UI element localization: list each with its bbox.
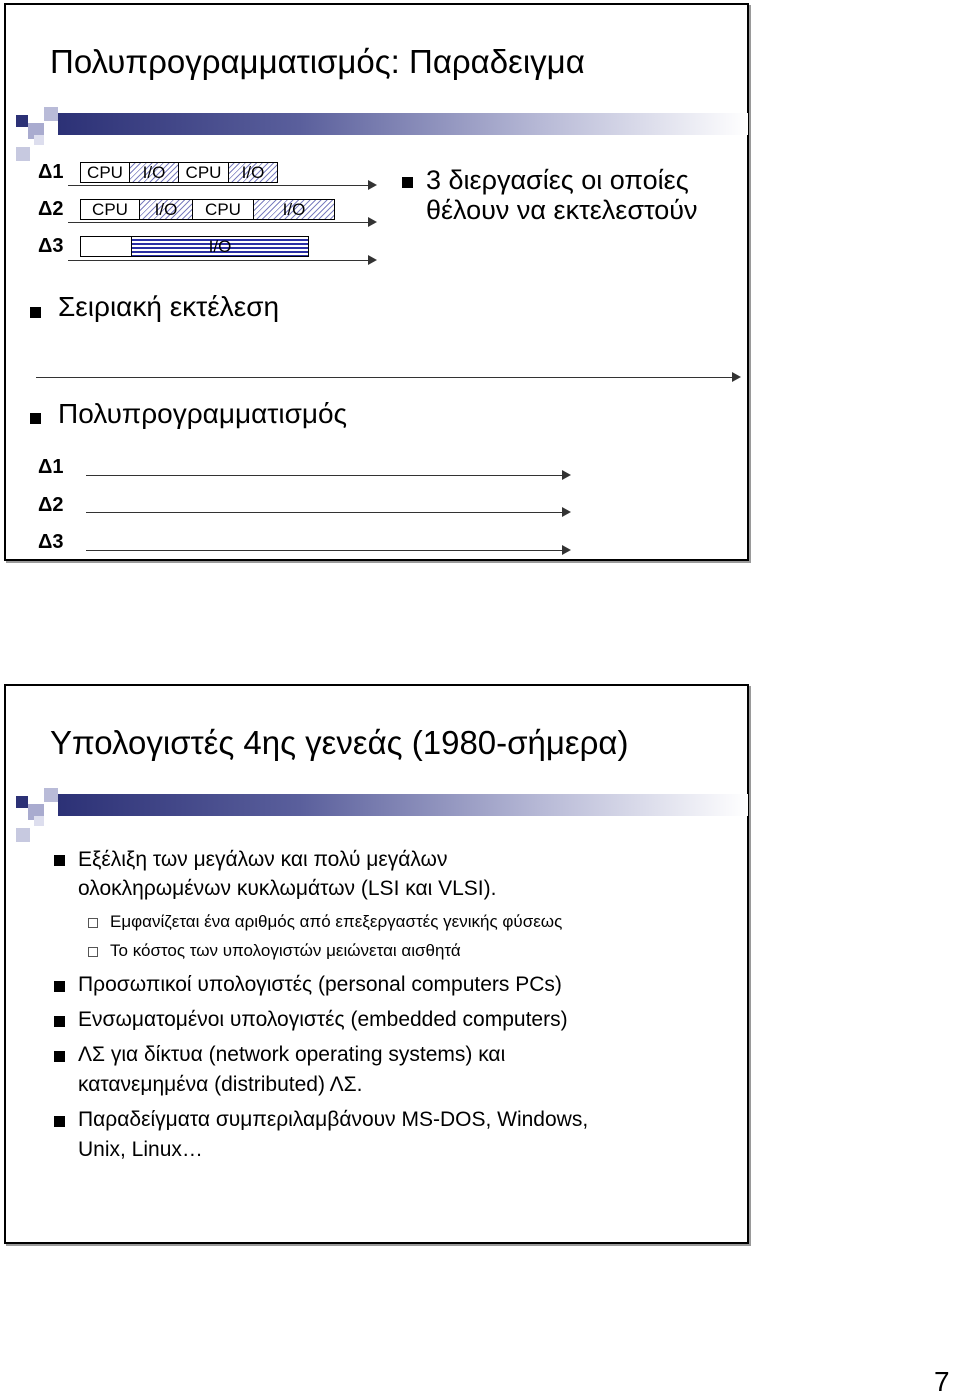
process-label-d1: Δ1	[38, 456, 64, 478]
bullet-text: Εξέλιξη των μεγάλων και πολύ μεγάλων	[78, 848, 448, 871]
bullet	[54, 1016, 65, 1027]
note-line-1: 3 διεργασίες οι οποίες	[426, 165, 689, 195]
process-label-d3: Δ3	[38, 235, 64, 257]
process-label-d1: Δ1	[38, 161, 64, 183]
multi-timeline-d1	[86, 475, 562, 476]
multi-timeline-d2	[86, 512, 562, 513]
process-label-d3: Δ3	[38, 531, 64, 553]
timeline-arrow	[368, 255, 377, 265]
serial-timeline	[36, 377, 732, 378]
page-number: 7	[934, 1366, 950, 1397]
bullet	[30, 307, 41, 318]
segment-io: I/O	[228, 162, 278, 183]
segment-cpu: CPU	[178, 162, 229, 183]
timeline-d1	[68, 185, 368, 186]
timeline-arrow	[732, 372, 741, 382]
segment-cpu: CPU	[80, 236, 132, 257]
segment-io: I/O	[253, 199, 335, 220]
bullet-text: Παραδείγματα συμπεριλαμβάνουν MS-DOS, Windows,	[78, 1108, 589, 1131]
timeline-arrow	[368, 180, 377, 190]
multi-label: Πολυπρογραμματισμός	[58, 398, 348, 429]
sub-bullet	[88, 947, 98, 957]
segment-io: I/O	[139, 199, 193, 220]
timeline-d3	[68, 260, 368, 261]
process-label-d2: Δ2	[38, 494, 64, 516]
timeline-arrow	[562, 545, 571, 555]
process-label-d2: Δ2	[38, 198, 64, 220]
note-line-2: θέλουν να εκτελεστούν	[426, 195, 698, 225]
multi-timeline-d3	[86, 550, 562, 551]
serial-label: Σειριακή εκτέλεση	[58, 291, 280, 322]
segment-cpu: CPU	[80, 162, 130, 183]
sub-bullet	[88, 918, 98, 928]
timeline-arrow	[368, 217, 377, 227]
segment-io: I/O	[131, 236, 309, 257]
bullet-text: Unix, Linux…	[78, 1138, 203, 1161]
segment-cpu: CPU	[192, 199, 254, 220]
timeline-arrow	[562, 507, 571, 517]
slide-2	[4, 684, 749, 1244]
timeline-d2	[68, 222, 368, 223]
bullet	[54, 1116, 65, 1127]
bullet	[30, 413, 41, 424]
bullet	[402, 177, 413, 188]
slide-1	[4, 3, 749, 561]
segment-io: I/O	[129, 162, 179, 183]
bullet-text: ΛΣ για δίκτυα (network operating systems) και	[78, 1043, 506, 1066]
sub-bullet-text: Το κόστος των υπολογιστών μειώνεται αισθητά	[110, 941, 461, 960]
timeline-arrow	[562, 470, 571, 480]
bullet	[54, 981, 65, 992]
segment-cpu: CPU	[80, 199, 140, 220]
bullet-text: ολοκληρωμένων κυκλωμάτων (LSI και VLSI).	[78, 877, 497, 900]
bullet-text: κατανεμημένα (distributed) ΛΣ.	[78, 1073, 363, 1096]
slide-title: Υπολογιστές 4ης γενεάς (1980-σήμερα)	[50, 724, 629, 761]
sub-bullet-text: Εμφανίζεται ένα αριθμός από επεξεργαστές γενικής φύσεως	[110, 912, 563, 931]
bullet	[54, 1051, 65, 1062]
bullet-text: Ενσωματομένοι υπολογιστές (embedded computers)	[78, 1008, 568, 1031]
bullet	[54, 855, 65, 866]
slide-title: Πολυπρογραμματισμός: Παραδειγμα	[50, 43, 585, 80]
bullet-text: Προσωπικοί υπολογιστές (personal computers PCs)	[78, 973, 562, 996]
